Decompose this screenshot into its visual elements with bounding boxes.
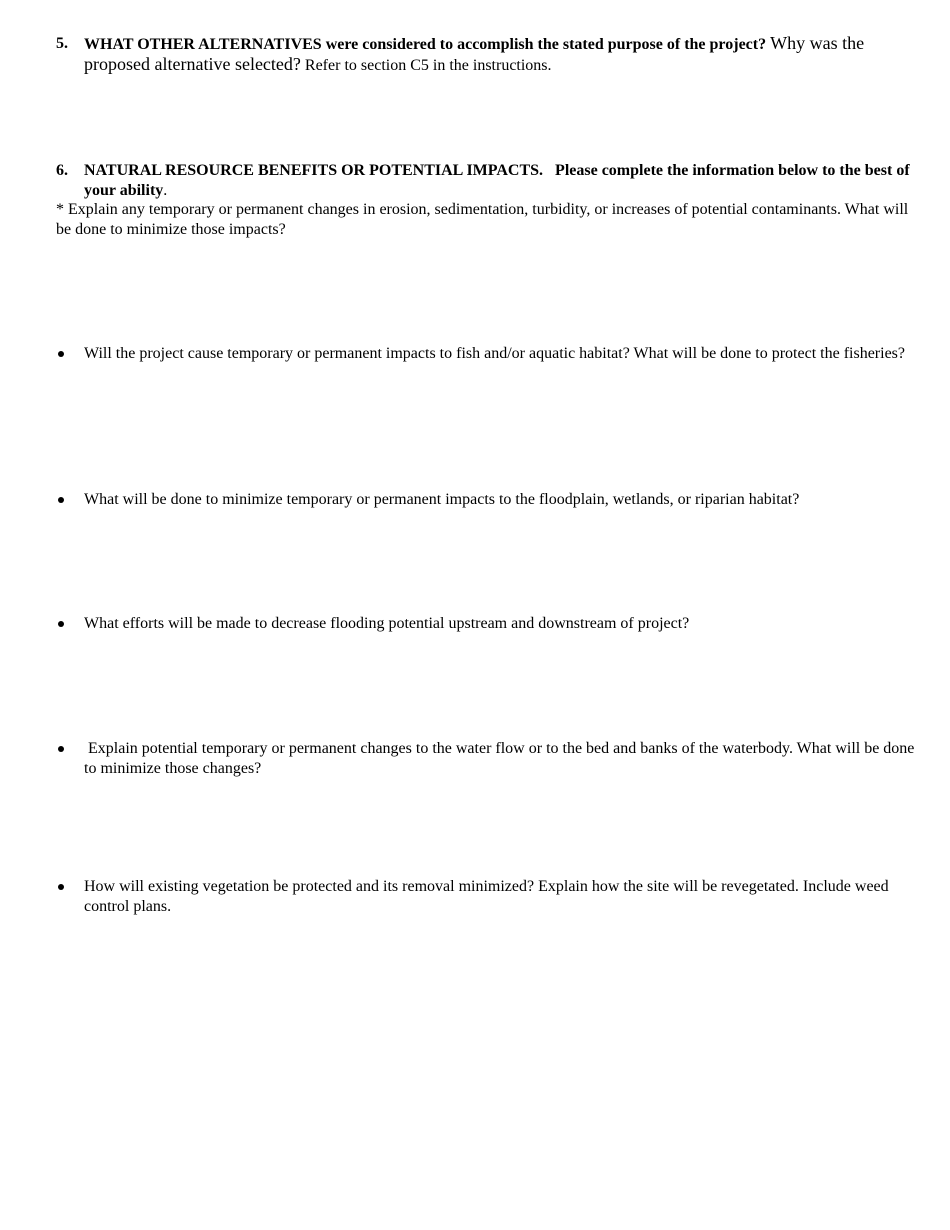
list-item-floodplain — [56, 490, 918, 510]
list-item-flooding-potential — [56, 614, 918, 634]
bullet-icon — [56, 614, 84, 634]
question-6-instruction: Please complete the information below to the best of your ability — [84, 162, 910, 199]
question-5-note: Refer to section C5 in the instructions. — [304, 56, 552, 74]
list-item-text: Will the project cause temporary or permanent impacts to fish and/or aquatic habitat? What will be done to protect the fisheries? — [84, 345, 905, 362]
question-5-number: 5. — [56, 35, 68, 52]
question-6-instruction-end: . — [163, 181, 168, 199]
list-item-water-flow — [56, 739, 918, 778]
bullet-icon — [56, 344, 84, 364]
list-item-text: What efforts will be made to decrease flooding potential upstream and downstream of project? — [84, 615, 690, 632]
list-item-fish-habitat — [56, 344, 918, 364]
bullet-icon — [56, 877, 84, 916]
list-item-text: How will existing vegetation be protected and its removal minimized? Explain how the site will be revegetated. Include weed control plans. — [84, 878, 889, 915]
question-6-number: 6. — [56, 162, 68, 179]
list-item-text: What will be done to minimize temporary or permanent impacts to the floodplain, wetlands, or riparian habitat? — [84, 491, 800, 508]
bullet-icon — [56, 739, 84, 778]
question-6-title: NATURAL RESOURCE BENEFITS OR POTENTIAL IMPACTS. — [84, 162, 544, 179]
question-5-prompt: Why was the proposed alternative selected? — [84, 33, 865, 74]
bullet-icon — [56, 490, 84, 510]
list-item-text: Explain potential temporary or permanent changes to the water flow or to the bed and banks of the waterbody. What will be done to minimize those changes? — [84, 740, 919, 777]
question-5 — [56, 34, 918, 75]
list-item-vegetation — [56, 877, 918, 916]
question-5-title: WHAT OTHER ALTERNATIVES were considered to accomplish the stated purpose of the project? — [84, 36, 767, 53]
erosion-prompt — [56, 200, 918, 239]
erosion-prompt-text: * Explain any temporary or permanent changes in erosion, sedimentation, turbidity, or increases of potential contaminants. What will be done to minimize those impacts? — [56, 201, 909, 238]
question-6 — [56, 161, 918, 200]
